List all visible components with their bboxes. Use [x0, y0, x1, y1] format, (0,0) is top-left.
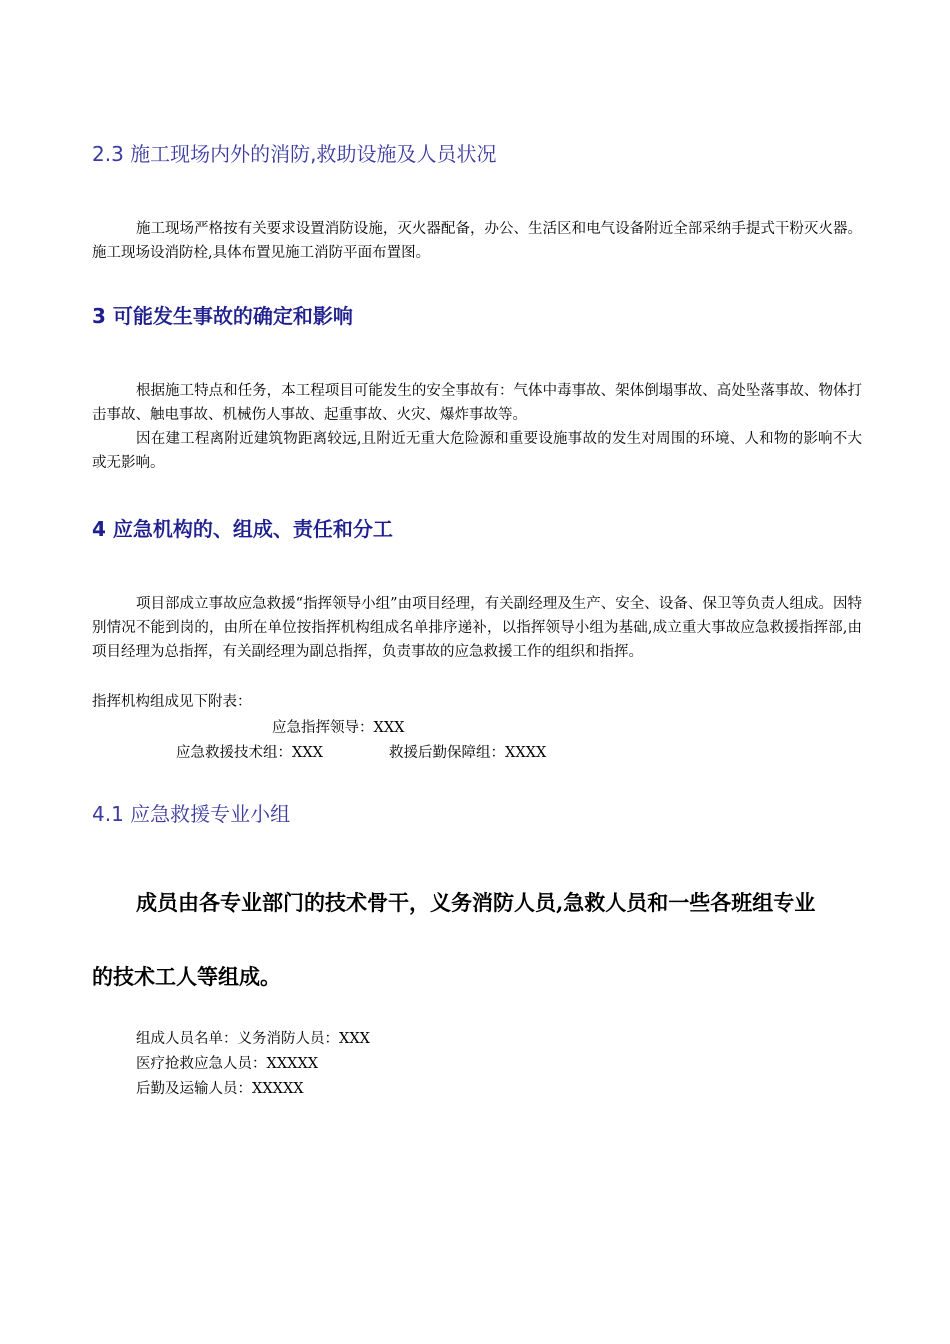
big-text-line-1: 成员由各专业部门的技术骨干，义务消防人员,急救人员和一些各班组专业 [136, 890, 816, 915]
paragraph-4-text: 项目部成立事故应急救援“指挥领导小组”由项目经理，有关副经理及生产、安全、设备、保卫等负责人组成。因特别情况不能到岗的，由所在单位按指挥机构组成名单排序递补，以指挥领导小组为基础,成立重大事故应急救援指挥部,由项目经理为总指挥，有关副经理为副总指挥，负责事故的应急救援工作的组织和指挥。 [92, 596, 862, 660]
paragraph-3-text-2: 因在建工程离附近建筑物距离较远,且附近无重大危险源和重要设施事故的发生对周围的环境、人和物的影响不大或无影响。 [92, 431, 862, 471]
paragraph-2-3 [92, 217, 862, 265]
paragraph-3-text-1: 根据施工特点和任务，本工程项目可能发生的安全事故有：气体中毒事故、架体倒塌事故、高处坠落事故、物体打击事故、触电事故、机械伤人事故、起重事故、火灾、爆炸事故等。 [92, 383, 862, 423]
member-line-3: 后勤及运输人员：XXXXX [136, 1081, 304, 1097]
big-text-line-2: 的技术工人等组成。 [92, 964, 281, 989]
table-intro: 指挥机构组成见下附表： [92, 694, 252, 710]
heading-3: 3 可能发生事故的确定和影响 [92, 304, 353, 328]
heading-4: 4 应急机构的、组成、责任和分工 [92, 517, 393, 541]
member-line-1: 组成人员名单：义务消防人员：XXX [136, 1031, 370, 1047]
paragraph-3 [92, 379, 862, 475]
heading-4-1: 4.1 应急救援专业小组 [92, 802, 291, 826]
org-leader: 应急指挥领导：XXX [272, 720, 405, 736]
heading-2-3: 2.3 施工现场内外的消防,救助设施及人员状况 [92, 142, 497, 166]
member-line-2: 医疗抢救应急人员：XXXXX [136, 1056, 319, 1072]
paragraph-2-3-text: 施工现场严格按有关要求设置消防设施，灭火器配备，办公、生活区和电气设备附近全部采纳手提式干粉灭火器。施工现场设消防栓,具体布置见施工消防平面布置图。 [92, 221, 862, 261]
paragraph-4 [92, 592, 862, 664]
org-logistics-group: 救援后勤保障组：XXXX [389, 745, 547, 761]
org-tech-group: 应急救援技术组：XXX [176, 745, 323, 761]
